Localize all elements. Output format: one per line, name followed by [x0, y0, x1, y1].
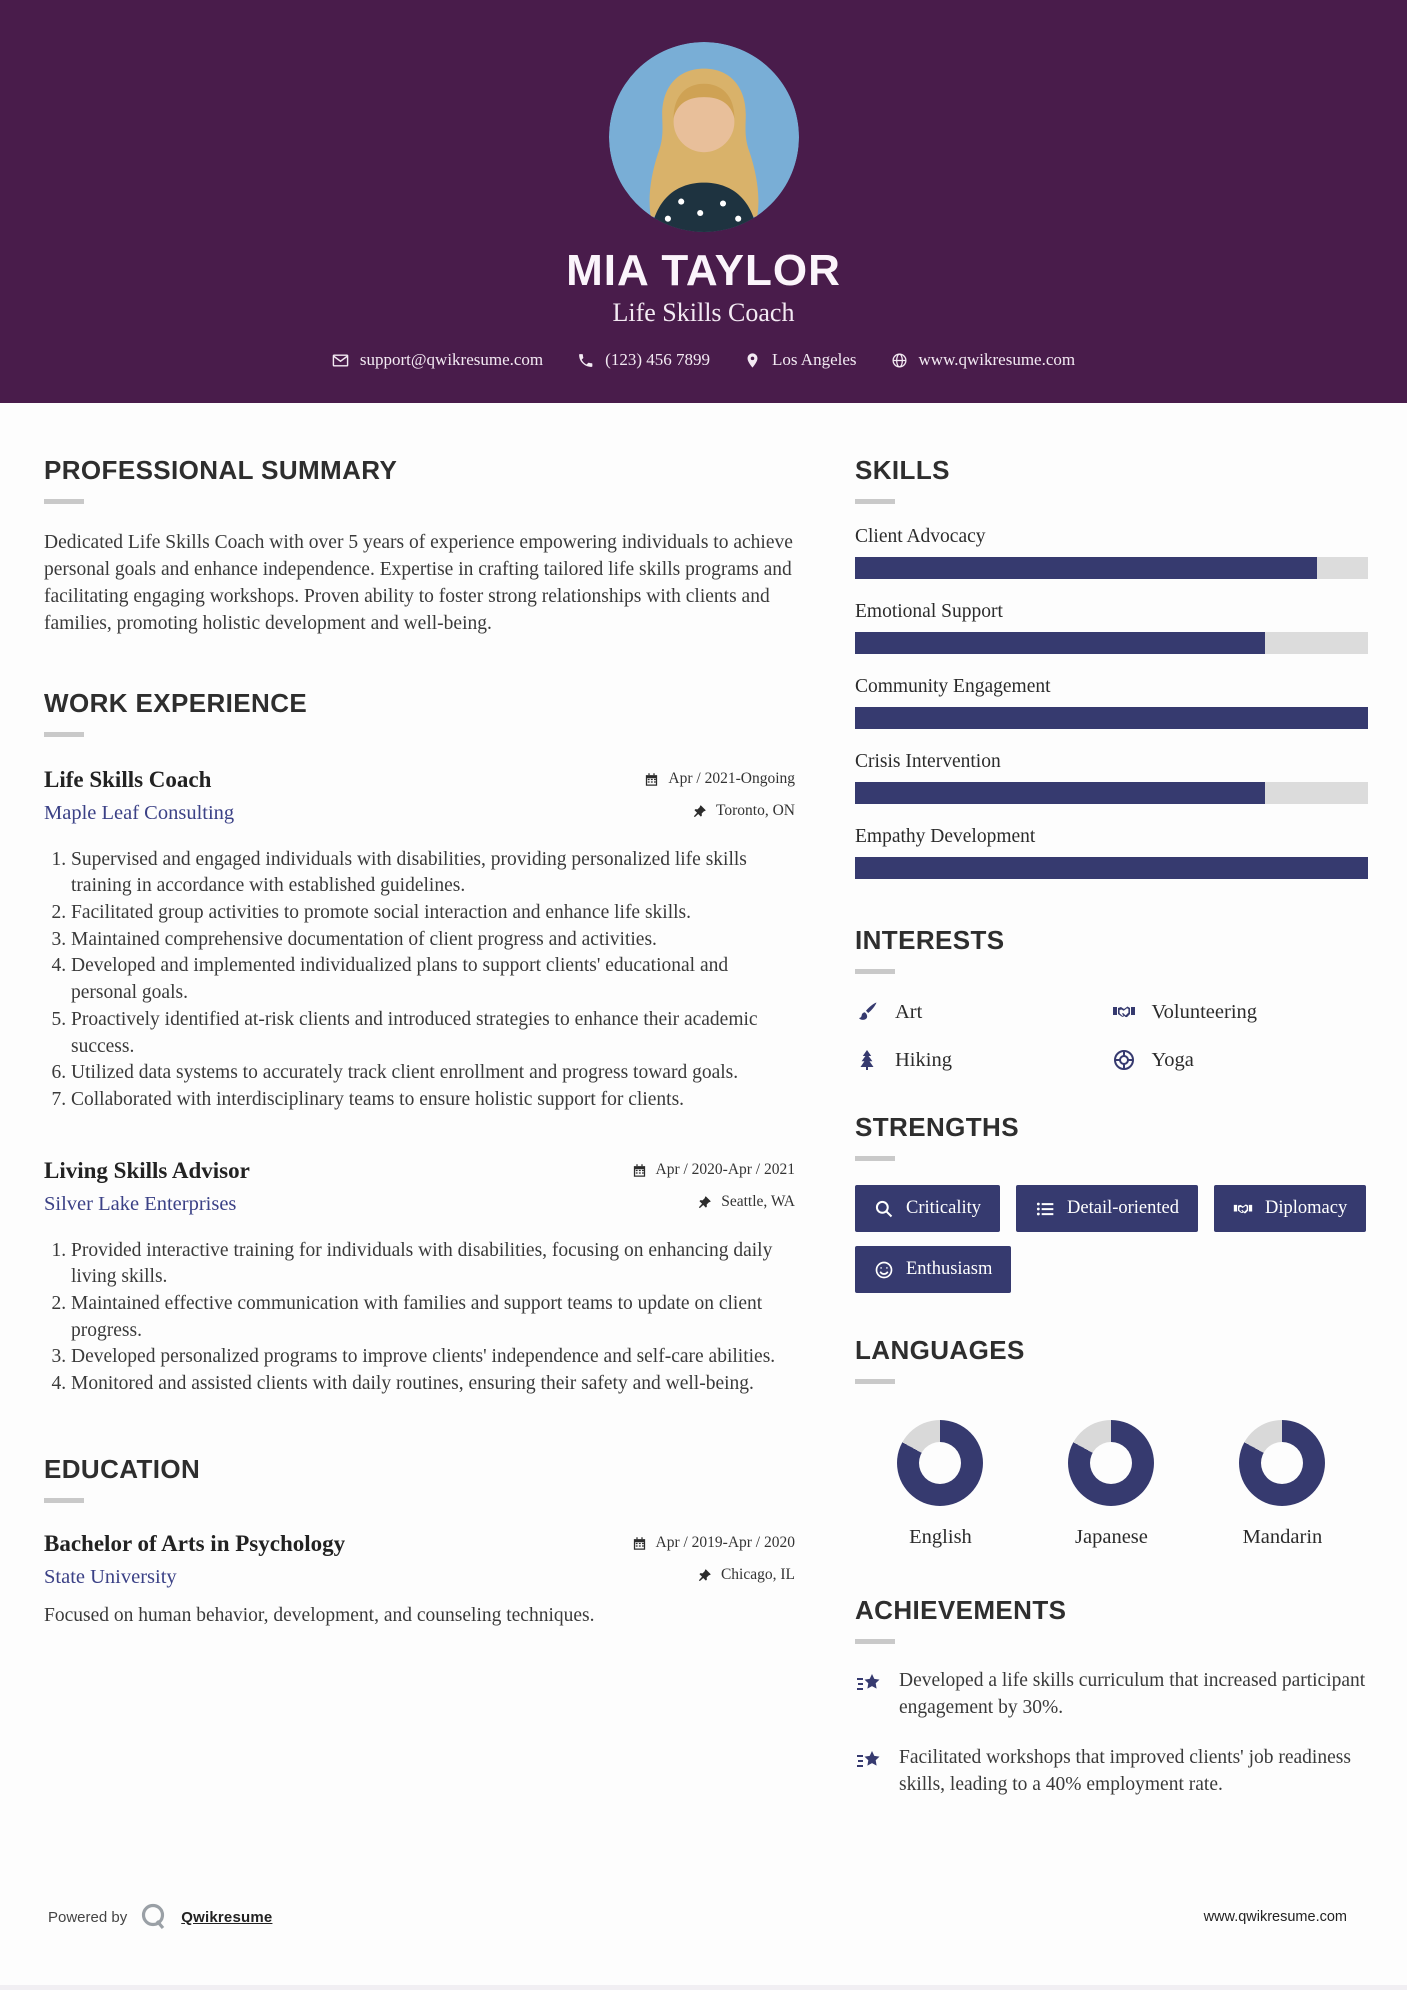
- pushpin-icon: [692, 804, 707, 819]
- job-bullet-list: [44, 847, 795, 1114]
- skill-bar-track: [855, 782, 1368, 804]
- section-skills: [855, 455, 1368, 879]
- job-bullet: 7. Collaborated with interdisciplinary teams to ensure holistic support for clients.: [71, 1087, 795, 1114]
- contact-email: support@qwikresume.com: [332, 350, 543, 370]
- heading-rule: [44, 1498, 84, 1503]
- shooting-star-icon: [855, 1670, 883, 1698]
- heading-rule: [855, 1156, 895, 1161]
- summary-text: Dedicated Life Skills Coach with over 5 years of experience empowering individuals to achieve personal goals and enhance independence. Expertise in crafting tailored life skills programs and facilitating engaging workshops. Proven ability to foster strong relationships with clients and families, promoting holistic development and well-being.: [44, 532, 793, 634]
- skill-bar-fill: [855, 857, 1368, 879]
- heading-rule: [855, 499, 895, 504]
- interest-item: Yoga: [1112, 1048, 1369, 1072]
- skill-bar-fill: [855, 782, 1265, 804]
- skill-bar-fill: [855, 557, 1317, 579]
- language-item: English: [855, 1420, 1026, 1549]
- calendar-icon: [632, 1536, 647, 1551]
- job-bullet: 6. Utilized data systems to accurately track client enrollment and progress toward goals.: [71, 1060, 795, 1087]
- heading-rule: [855, 1639, 895, 1644]
- section-education: [44, 1454, 795, 1627]
- degree-title: Bachelor of Arts in Psychology: [44, 1530, 346, 1556]
- job-bullet: 4. Developed and implemented individualized plans to support clients' educational and personal goals.: [71, 953, 795, 1006]
- section-heading: PROFESSIONAL SUMMARY: [44, 455, 398, 485]
- skill-row: Crisis Intervention: [855, 751, 1368, 804]
- job-bullet-list: [44, 1238, 795, 1398]
- strength-chip: Enthusiasm: [855, 1246, 1011, 1293]
- skill-row: Empathy Development: [855, 826, 1368, 879]
- handshake-icon: [1112, 1000, 1136, 1024]
- profile-photo: [609, 42, 799, 232]
- paintbrush-icon: [855, 1000, 879, 1024]
- phone-icon: [577, 352, 594, 369]
- location-pin-icon: [744, 352, 761, 369]
- job-title: Living Skills Advisor: [44, 1157, 250, 1183]
- section-work-experience: [44, 688, 795, 1398]
- section-languages: [855, 1335, 1368, 1549]
- contact-location: Los Angeles: [744, 350, 857, 370]
- envelope-icon: [332, 352, 349, 369]
- calendar-icon: [632, 1163, 647, 1178]
- job-bullet: 3. Developed personalized programs to improve clients' independence and self-care abilities.: [71, 1344, 795, 1371]
- handshake-icon: [1233, 1199, 1253, 1219]
- avatar: [609, 42, 799, 232]
- skill-bar-track: [855, 557, 1368, 579]
- strength-chip: Diplomacy: [1214, 1185, 1366, 1232]
- job-dates: Apr / 2020-Apr / 2021: [632, 1161, 796, 1179]
- section-heading: EDUCATION: [44, 1453, 201, 1484]
- shooting-star-icon: [855, 1747, 883, 1775]
- heading-rule: [855, 1379, 895, 1384]
- job-bullet: 2. Facilitated group activities to promote social interaction and enhance life skills.: [71, 900, 795, 927]
- skill-bar-track: [855, 707, 1368, 729]
- powered-by-label: Powered by: [48, 1908, 128, 1926]
- globe-icon: [891, 352, 908, 369]
- strength-chip: Criticality: [855, 1185, 1000, 1232]
- job-bullet: 2. Maintained effective communication with families and support teams to update on client progress.: [71, 1291, 795, 1344]
- section-heading: SKILLS: [855, 455, 950, 485]
- pushpin-icon: [697, 1195, 712, 1210]
- interest-item: Hiking: [855, 1048, 1112, 1072]
- education-dates: Apr / 2019-Apr / 2020: [632, 1534, 796, 1552]
- section-interests: [855, 925, 1368, 1072]
- heading-rule: [44, 499, 84, 504]
- interest-item: Volunteering: [1112, 1000, 1369, 1024]
- skill-row: Client Advocacy: [855, 526, 1368, 579]
- page-bottom-edge: [0, 1985, 1407, 1990]
- school-name: State University: [44, 1565, 177, 1588]
- section-heading: STRENGTHS: [855, 1112, 1019, 1142]
- language-item: Mandarin: [1197, 1420, 1368, 1549]
- pine-tree-icon: [855, 1048, 879, 1072]
- smiley-icon: [874, 1260, 894, 1280]
- achievement-item: Facilitated workshops that improved clients' job readiness skills, leading to a 40% employment rate.: [855, 1745, 1368, 1798]
- section-strengths: [855, 1112, 1368, 1293]
- contact-row: [332, 350, 1075, 370]
- job-bullet: 3. Maintained comprehensive documentation of client progress and activities.: [71, 927, 795, 954]
- qwikresume-link[interactable]: Qwikresume: [181, 1908, 273, 1926]
- section-heading: WORK EXPERIENCE: [44, 687, 308, 718]
- language-donut-chart: [1239, 1420, 1325, 1506]
- magnifier-icon: [874, 1199, 894, 1219]
- footer: [48, 1902, 1347, 1932]
- company-name: Silver Lake Enterprises: [44, 1192, 237, 1215]
- job-bullet: 1. Supervised and engaged individuals with disabilities, providing personalized life skills training in accordance with established guidelines.: [71, 847, 795, 900]
- section-heading: ACHIEVEMENTS: [855, 1595, 1067, 1625]
- education-location: Chicago, IL: [697, 1566, 795, 1584]
- education-note: Focused on human behavior, development, and counseling techniques.: [44, 1604, 595, 1626]
- strength-chip: Detail-oriented: [1016, 1185, 1198, 1232]
- contact-website: www.qwikresume.com: [891, 350, 1076, 370]
- yoga-icon: [1112, 1048, 1136, 1072]
- job-entry: [44, 1158, 795, 1398]
- job-entry: [44, 767, 795, 1114]
- calendar-icon: [644, 772, 659, 787]
- job-location: Seattle, WA: [697, 1193, 795, 1211]
- section-heading: LANGUAGES: [855, 1335, 1025, 1365]
- list-icon: [1035, 1199, 1055, 1219]
- footer-website: www.qwikresume.com: [1203, 1909, 1347, 1925]
- skill-bar-fill: [855, 632, 1265, 654]
- qwikresume-logo-icon: [139, 1902, 169, 1932]
- skill-bar-fill: [855, 707, 1368, 729]
- job-bullet: 5. Proactively identified at-risk clients and introduced strategies to enhance their academic success.: [71, 1007, 795, 1060]
- pushpin-icon: [697, 1568, 712, 1583]
- skill-bar-track: [855, 857, 1368, 879]
- company-name: Maple Leaf Consulting: [44, 801, 235, 824]
- job-dates: Apr / 2021-Ongoing: [644, 770, 795, 788]
- contact-phone: (123) 456 7899: [577, 350, 710, 370]
- skill-bar-track: [855, 632, 1368, 654]
- left-column: [44, 455, 795, 1799]
- interest-item: Art: [855, 1000, 1112, 1024]
- person-job-title: Life Skills Coach: [612, 298, 795, 327]
- section-achievements: [855, 1595, 1368, 1799]
- content: [0, 403, 1407, 1799]
- skill-row: Emotional Support: [855, 601, 1368, 654]
- section-heading: INTERESTS: [855, 925, 1005, 955]
- language-item: Japanese: [1026, 1420, 1197, 1549]
- section-professional-summary: [44, 455, 795, 638]
- job-location: Toronto, ON: [692, 802, 795, 820]
- person-name: MIA TAYLOR: [566, 246, 841, 295]
- language-donut-chart: [1068, 1420, 1154, 1506]
- job-bullet: 4. Monitored and assisted clients with daily routines, ensuring their safety and well-being.: [71, 1371, 795, 1398]
- heading-rule: [855, 969, 895, 974]
- job-bullet: 1. Provided interactive training for individuals with disabilities, focusing on enhancing daily living skills.: [71, 1238, 795, 1291]
- language-donut-chart: [897, 1420, 983, 1506]
- heading-rule: [44, 732, 84, 737]
- header: [0, 0, 1407, 403]
- job-title: Life Skills Coach: [44, 766, 212, 792]
- achievement-item: Developed a life skills curriculum that increased participant engagement by 30%.: [855, 1668, 1368, 1721]
- skill-row: Community Engagement: [855, 676, 1368, 729]
- right-column: [855, 455, 1368, 1799]
